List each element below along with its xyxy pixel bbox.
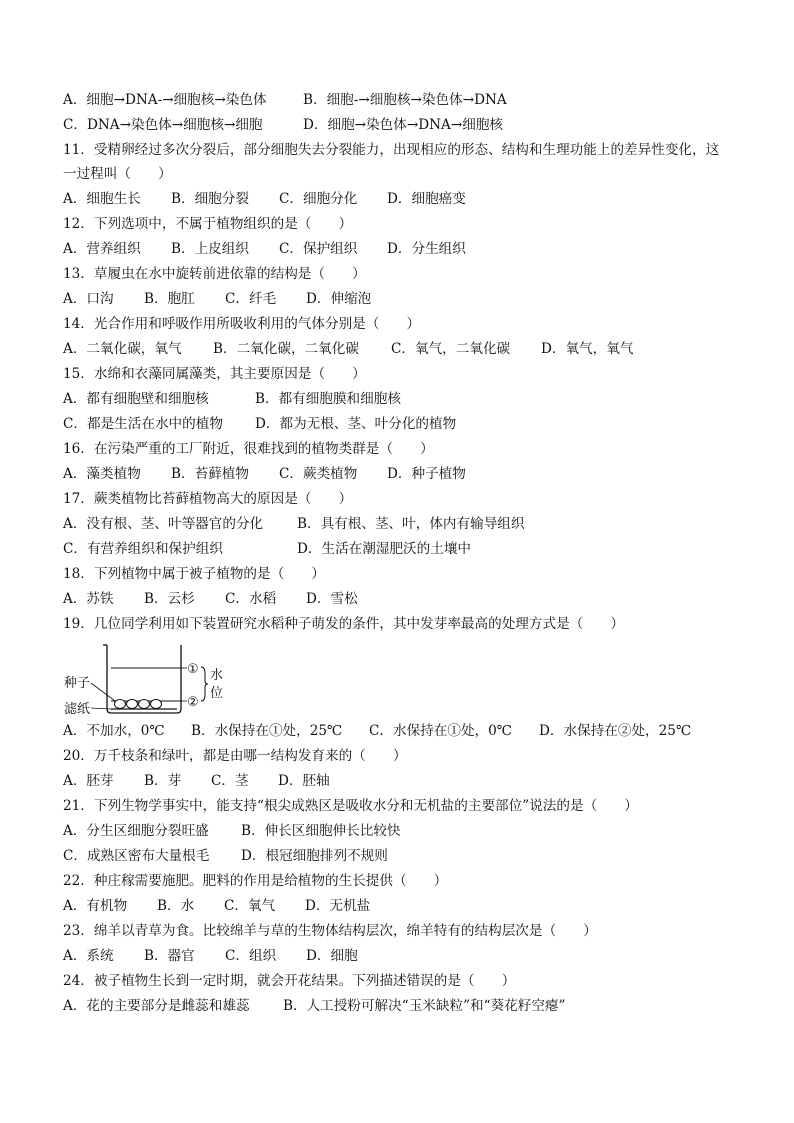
q24-options-ab <box>63 997 743 1015</box>
q16-options <box>63 465 743 483</box>
q12-option-c: C．保护组织 <box>279 241 358 257</box>
q21-option-c: C．成熟区密布大量根毛 <box>63 848 210 864</box>
q19-option-d: D．水保持在②处，25℃ <box>539 723 692 739</box>
q14-option-b: B．二氧化碳，二氧化碳 <box>213 341 359 357</box>
q20-option-a: A．胚芽 <box>63 773 114 789</box>
q21-option-a: A．分生区细胞分裂旺盛 <box>63 823 209 839</box>
q22-option-a: A．有机物 <box>63 898 128 914</box>
paper-leader-line <box>91 708 111 709</box>
q13-options <box>63 290 743 308</box>
q17-options-cd <box>63 540 743 558</box>
q14-stem: 14．光合作用和呼吸作用所吸收利用的气体分别是（ ） <box>63 316 421 332</box>
q16-option-c: C．蕨类植物 <box>279 466 358 482</box>
q19-options <box>63 722 743 740</box>
label-level: 位 <box>210 686 223 701</box>
q17-stem: 17．蕨类植物比苔藓植物高大的原因是（ ） <box>63 491 353 507</box>
q19-option-b: B．水保持在①处，25℃ <box>191 723 343 739</box>
q13-option-d: D．伸缩泡 <box>306 291 372 307</box>
q18-option-b: B．云杉 <box>144 591 195 607</box>
q18-option-d: D．雪松 <box>306 591 358 607</box>
q14-option-c: C．氧气，二氧化碳 <box>391 341 511 357</box>
q20-options <box>63 772 743 790</box>
q10-option-b: B．细胞-→细胞核→染色体→DNA <box>303 92 507 108</box>
q19-stem: 19．几位同学利用如下装置研究水稻种子萌发的条件，其中发芽率最高的处理方式是（ ） <box>63 616 625 632</box>
q23-stem: 23．绵羊以青草为食。比较绵羊与草的生物体结构层次，绵羊特有的结构层次是（ ） <box>63 923 597 939</box>
label-seed: 种子 <box>64 676 91 691</box>
q17-option-b: B．具有根、茎、叶，体内有输导组织 <box>297 516 525 532</box>
q23-option-c: C．组织 <box>225 948 277 964</box>
q10-option-a: A．细胞→DNA-→细胞核→染色体 <box>63 92 267 108</box>
q15-stem: 15．水绵和衣藻同属藻类，其主要原因是（ ） <box>63 366 366 382</box>
q12-stem: 12．下列选项中，不属于植物组织的是（ ） <box>63 216 353 232</box>
q13-option-b: B．胞肛 <box>144 291 195 307</box>
q24-option-b: B．人工授粉可解决“玉米缺粒”和“葵花籽空瘪” <box>283 998 566 1014</box>
q14-option-a: A．二氧化碳，氧气 <box>63 341 182 357</box>
q12-option-d: D．分生组织 <box>387 241 466 257</box>
q22-option-c: C．氧气 <box>224 898 276 914</box>
q21-option-b: B．伸长区细胞伸长比较快 <box>241 823 401 839</box>
q12-option-a: A．营养组织 <box>63 241 141 257</box>
q18-option-a: A．苏铁 <box>63 591 114 607</box>
q11-options <box>63 190 743 208</box>
q13-option-a: A．口沟 <box>63 291 114 307</box>
q20-option-d: D．胚轴 <box>278 773 330 789</box>
q15-option-b: B．都有细胞膜和细胞核 <box>255 391 401 407</box>
seed-germination-figure <box>63 641 223 717</box>
q11-option-c: C．细胞分化 <box>279 191 358 207</box>
q24-stem: 24．被子植物生长到一定时期，就会开花结果。下列描述错误的是（ ） <box>63 973 516 989</box>
q15-options-cd <box>63 415 743 433</box>
label-mark-1: ① <box>187 662 199 677</box>
q12-options <box>63 240 743 258</box>
q16-option-d: D．种子植物 <box>387 466 466 482</box>
q23-option-a: A．系统 <box>63 948 114 964</box>
q24-option-a: A．花的主要部分是雌蕊和雄蕊 <box>63 998 250 1014</box>
q17-options-ab <box>63 515 743 533</box>
label-filter-paper: 滤纸 <box>64 702 91 717</box>
q16-option-b: B．苔藓植物 <box>171 466 249 482</box>
q15-option-d: D．都为无根、茎、叶分化的植物 <box>255 416 457 432</box>
q17-option-c: C．有营养组织和保护组织 <box>63 541 223 557</box>
q21-stem: 21．下列生物学事实中，能支持“根尖成熟区是吸收水分和无机盐的主要部位”说法的是（ ） <box>63 798 638 814</box>
q16-option-a: A．藻类植物 <box>63 466 141 482</box>
q13-stem: 13．草履虫在水中旋转前进依靠的结构是（ ） <box>63 266 366 282</box>
seed-icon <box>151 700 162 709</box>
q11-option-a: A．细胞生长 <box>63 191 141 207</box>
q23-options <box>63 947 743 965</box>
q11-option-d: D．细胞癌变 <box>387 191 466 207</box>
q23-option-b: B．器官 <box>144 948 195 964</box>
q11-stem-cont: 一过程叫（ ） <box>63 166 172 182</box>
seed-icon <box>139 700 150 709</box>
q13-option-c: C．纤毛 <box>225 291 277 307</box>
q10-options-ab <box>63 91 743 109</box>
water-level-brace <box>201 667 208 701</box>
q20-option-b: B．芽 <box>144 773 182 789</box>
seed-icon <box>127 700 138 709</box>
seed-icon <box>115 700 126 709</box>
q10-option-d: D．细胞→染色体→DNA→细胞核 <box>303 117 504 133</box>
label-water: 水 <box>210 668 223 683</box>
q11-option-b: B．细胞分裂 <box>171 191 249 207</box>
q18-options <box>63 590 743 608</box>
seed-leader-line <box>91 683 115 701</box>
q16-stem: 16．在污染严重的工厂附近，很难找到的植物类群是（ ） <box>63 441 434 457</box>
q22-option-d: D．无机盐 <box>305 898 371 914</box>
q22-options <box>63 897 743 915</box>
q21-options-ab <box>63 822 743 840</box>
q17-option-d: D．生活在潮湿肥沃的土壤中 <box>297 541 472 557</box>
q21-option-d: D．根冠细胞排列不规则 <box>241 848 388 864</box>
q20-option-c: C．茎 <box>211 773 249 789</box>
q15-options-ab <box>63 390 743 408</box>
q15-option-c: C．都是生活在水中的植物 <box>63 416 223 432</box>
q17-option-a: A．没有根、茎、叶等器官的分化 <box>63 516 264 532</box>
q10-options-cd <box>63 116 743 134</box>
q19-option-a: A．不加水，0℃ <box>63 723 165 739</box>
q14-option-d: D．氧气，氧气 <box>541 341 634 357</box>
q19-option-c: C．水保持在①处，0℃ <box>369 723 513 739</box>
q18-stem: 18．下列植物中属于被子植物的是（ ） <box>63 566 325 582</box>
q23-option-d: D．细胞 <box>306 948 358 964</box>
q22-option-b: B．水 <box>157 898 195 914</box>
q18-option-c: C．水稻 <box>225 591 277 607</box>
q21-options-cd <box>63 847 743 865</box>
label-mark-2: ② <box>187 695 199 710</box>
q14-options <box>63 340 743 358</box>
q20-stem: 20．万千枝条和绿叶，都是由哪一结构发育来的（ ） <box>63 748 407 764</box>
q22-stem: 22．种庄稼需要施肥。肥料的作用是给植物的生长提供（ ） <box>63 873 448 889</box>
q11-stem: 11．受精卵经过多次分裂后，部分细胞失去分裂能力，出现相应的形态、结构和生理功能上的差异性变化，这 <box>63 142 720 158</box>
q12-option-b: B．上皮组织 <box>171 241 249 257</box>
q15-option-a: A．都有细胞壁和细胞核 <box>63 391 209 407</box>
q10-option-c: C．DNA→染色体→细胞核→细胞 <box>63 117 263 133</box>
